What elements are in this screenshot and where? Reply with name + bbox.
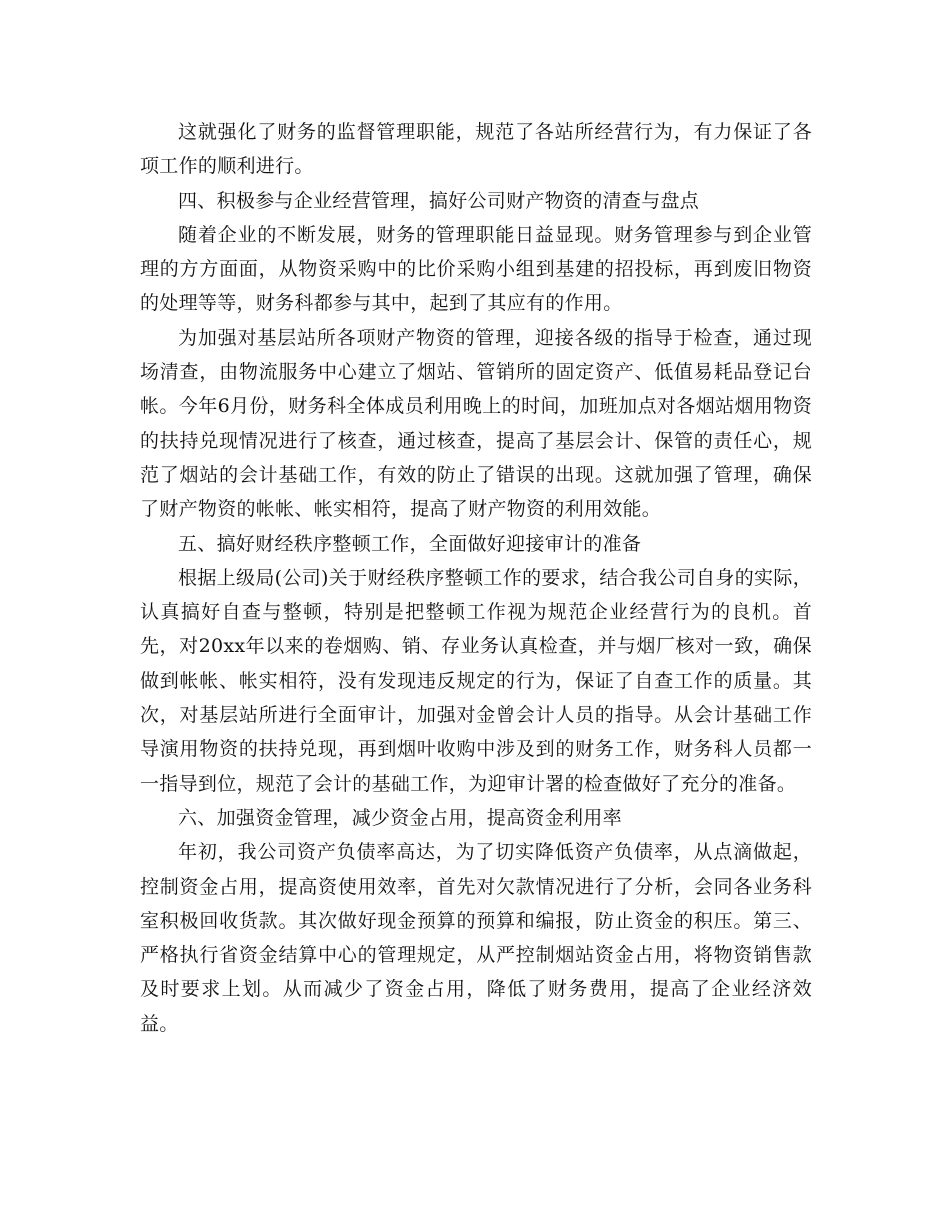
section-heading-five: 五、搞好财经秩序整顿工作，全面做好迎接审计的准备 [178,532,642,555]
paragraph-asset-inspection: 为加强对基层站所各项财产物资的管理，迎接各级的指导于检查，通过现场清查，由物流服务中心建立了烟站、管销所的固定资产、低值易耗品登记台帐。今年6月份，财务科全体成员利用晚上的时间，加班加点对各烟站烟用物资的扶持兑现情况进行了核查，通过核查，提高了基层会计、保管的责任心，规范了烟站的会计基础工作，有效的防止了错误的出现。这就加强了管理，确保了财产物资的帐帐、帐实相符，提高了财产物资的利用效能。 [140,326,812,521]
paragraph-supervision-summary: 这就强化了财务的监督管理职能，规范了各站所经营行为，有力保证了各项工作的顺利进行。 [140,121,812,178]
section-heading-four: 四、积极参与企业经营管理，搞好公司财产物资的清查与盘点 [178,189,700,212]
section-heading-six: 六、加强资金管理，减少资金占用，提高资金利用率 [178,806,622,829]
paragraph-management-role: 随着企业的不断发展，财务的管理职能日益显现。财务管理参与到企业管理的方方面面，从物资采购中的比价采购小组到基建的招投标，再到废旧物资的处理等等，财务科都参与其中，起到了其应有的作用。 [140,223,812,315]
document-body [140,115,812,1041]
paragraph-fund-management: 年初，我公司资产负债率高达，为了切实降低资产负债率，从点滴做起，控制资金占用，提高资使用效率，首先对欠款情况进行了分析，会同各业务科室积极回收货款。其次做好现金预算的预算和编报，防止资金的积压。第三、严格执行省资金结算中心的管理规定，从严控制烟站资金占用，将物资销售款及时要求上划。从而减少了资金占用，降低了财务费用，提高了企业经济效益。 [140,841,812,1035]
paragraph-audit-preparation: 根据上级局(公司)关于财经秩序整顿工作的要求，结合我公司自身的实际，认真搞好自查与整顿，特别是把整顿工作视为规范企业经营行为的良机。首先，对20xx年以来的卷烟购、销、存业务认真检查，并与烟厂核对一致，确保做到帐帐、帐实相符，没有发现违反规定的行为，保证了自查工作的质量。其次，对基层站所进行全面审计，加强对金曾会计人员的指导。从会计基础工作导演用物资的扶持兑现，再到烟叶收购中涉及到的财务工作，财务科人员都一一指导到位，规范了会计的基础工作，为迎审计署的检查做好了充分的准备。 [140,566,812,795]
